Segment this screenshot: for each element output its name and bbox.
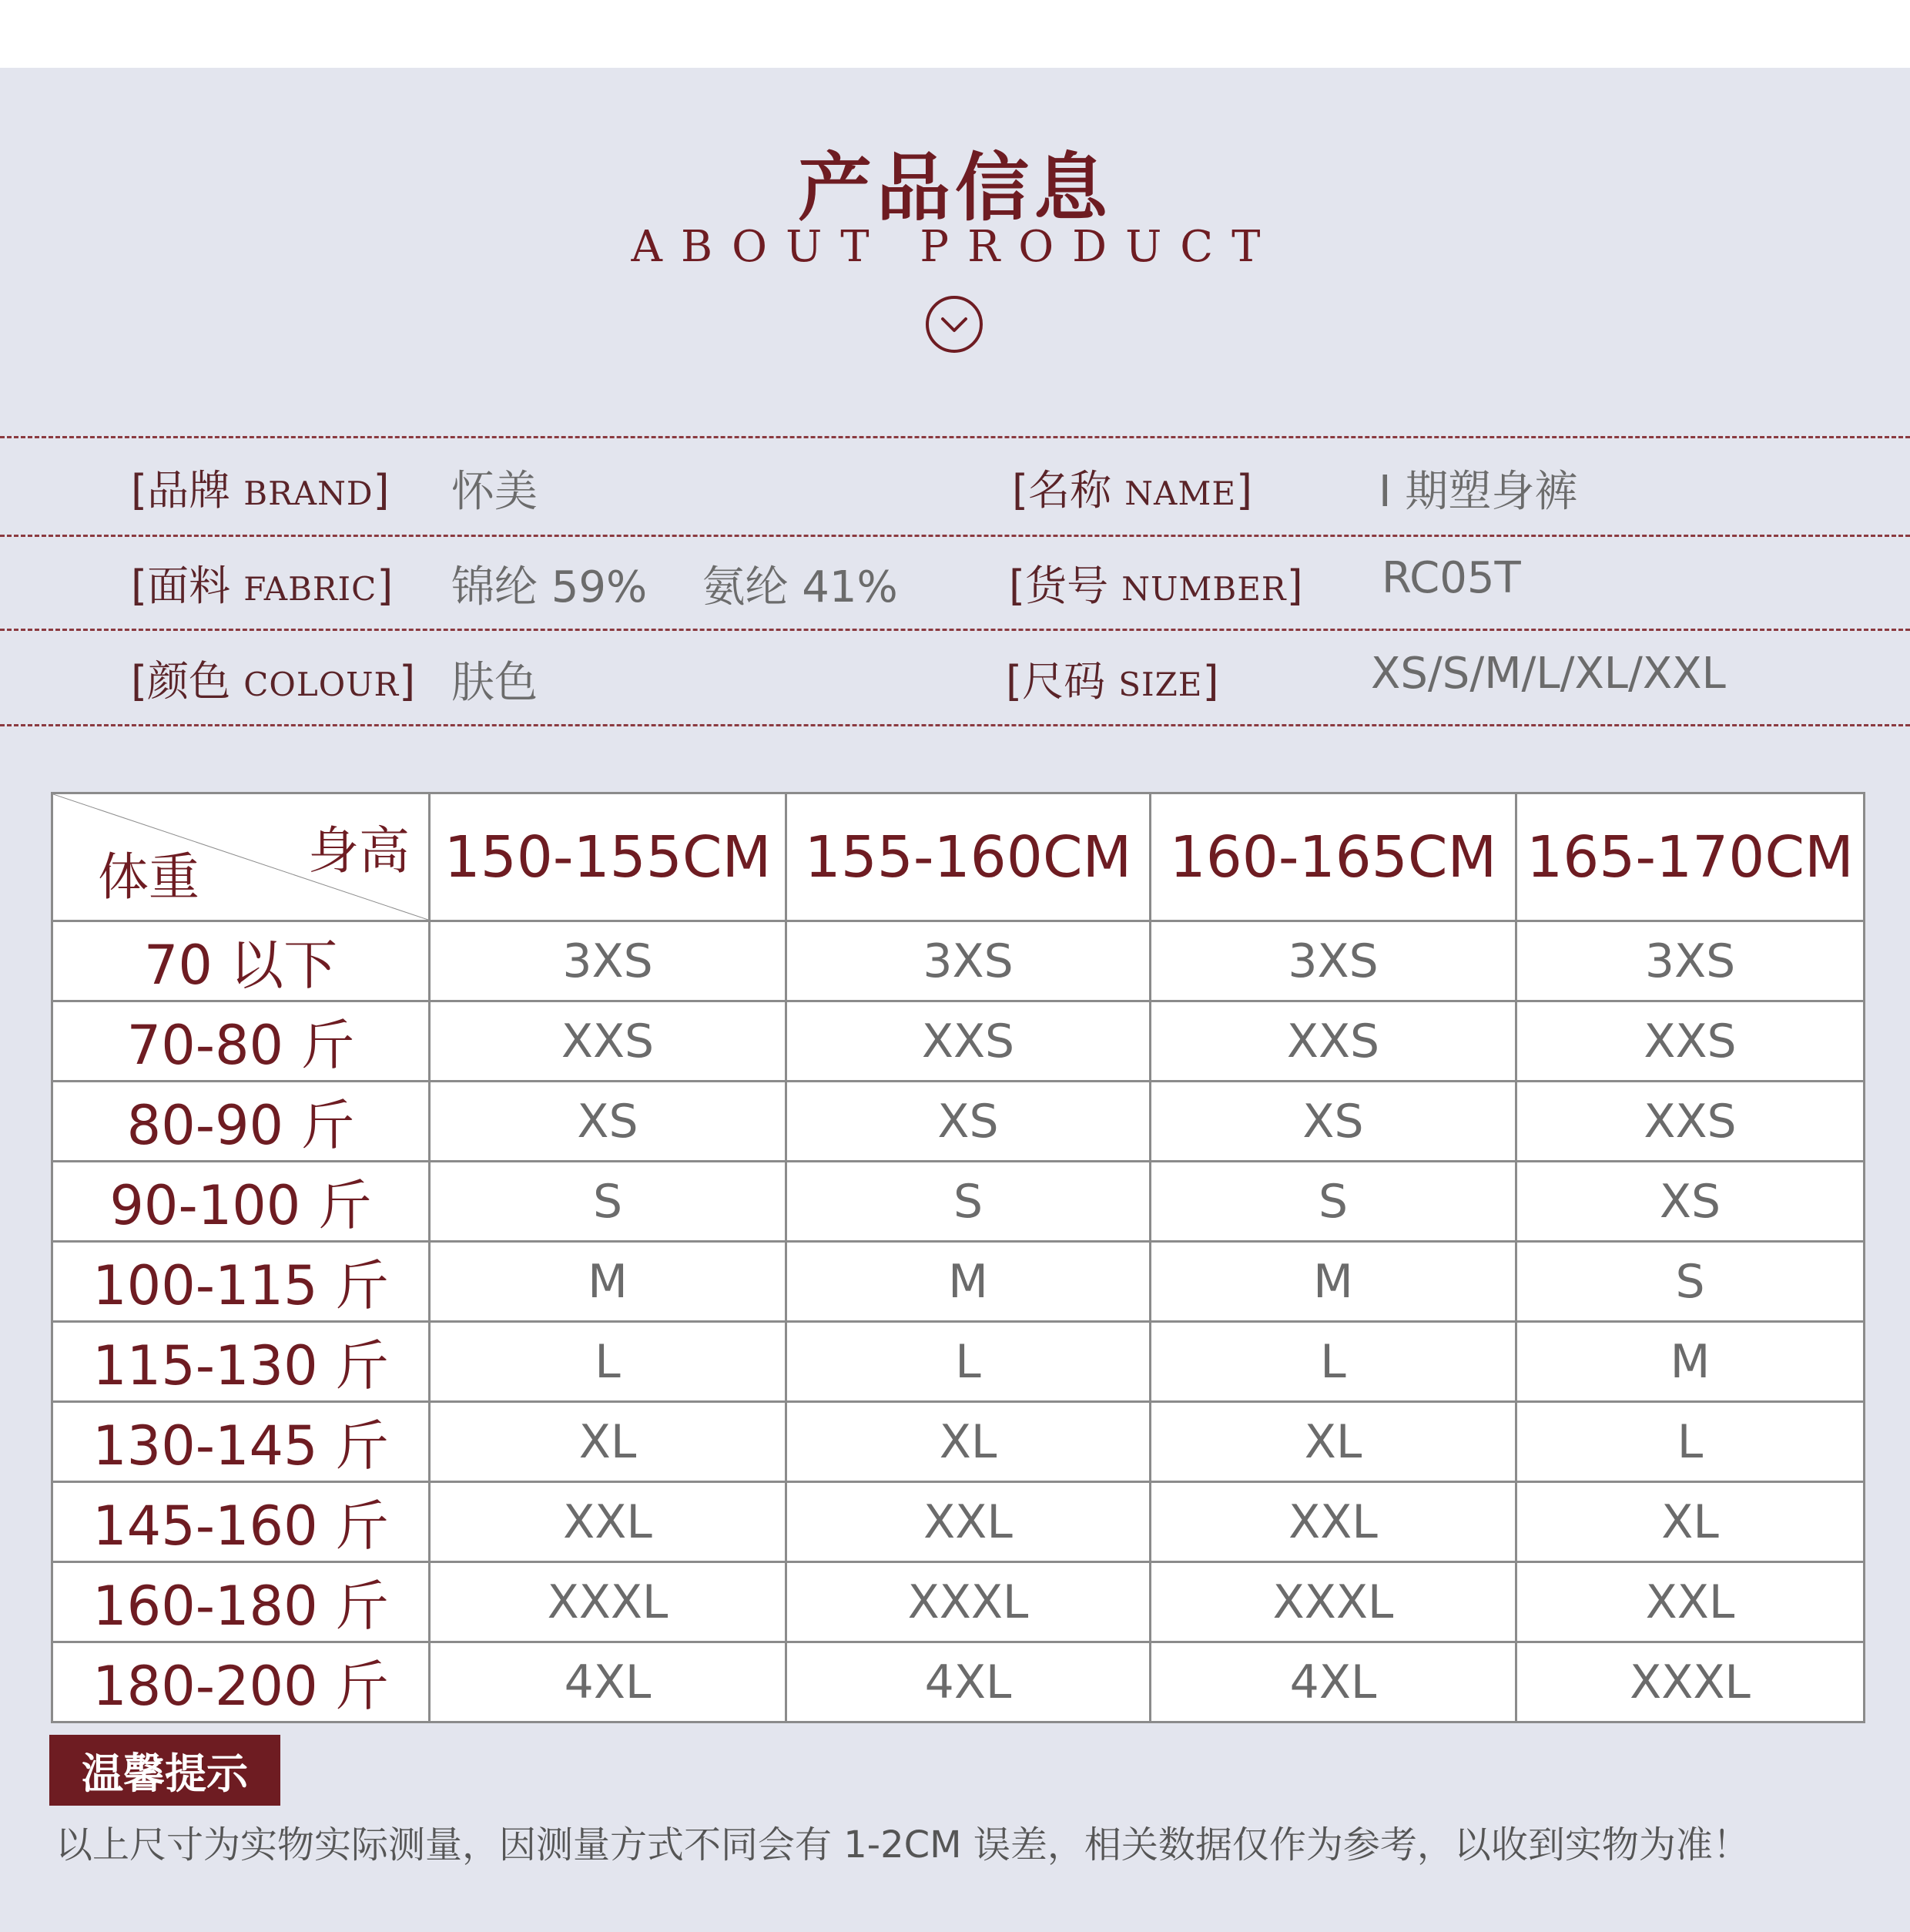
weight-cell: 100-115 斤 [52, 1242, 430, 1322]
size-cell: M [1516, 1322, 1865, 1402]
size-cell: 4XL [430, 1642, 786, 1722]
top-white-band [0, 0, 1910, 68]
size-cell: M [430, 1242, 786, 1322]
size-cell: XXL [430, 1482, 786, 1562]
size-cell: 3XS [430, 921, 786, 1001]
weight-cell: 145-160 斤 [52, 1482, 430, 1562]
size-cell: XXXL [430, 1562, 786, 1642]
height-header: 165-170CM [1516, 793, 1865, 921]
fabric-value: 锦纶 59% 氨纶 41% [451, 562, 898, 612]
size-cell: XXS [430, 1001, 786, 1082]
size-cell: S [1516, 1242, 1865, 1322]
size-cell: L [430, 1322, 786, 1402]
corner-cell [52, 793, 430, 921]
colour-value: 肤色 [451, 658, 538, 708]
fabric-label: [面料 FABRIC] [131, 562, 394, 610]
size-cell: M [1151, 1242, 1516, 1322]
size-cell: S [430, 1162, 786, 1242]
number-value: RC05T [1382, 553, 1521, 603]
number-label: [货号 NUMBER] [1009, 562, 1303, 610]
table-row [52, 1242, 1865, 1322]
size-cell: 4XL [786, 1642, 1151, 1722]
table-row [52, 1642, 1865, 1722]
weight-axis-label: 体重 [98, 847, 199, 907]
size-cell: S [786, 1162, 1151, 1242]
name-label: [名称 NAME] [1012, 466, 1253, 515]
tip-badge: 温馨提示 [49, 1735, 280, 1806]
size-cell: XL [786, 1402, 1151, 1482]
size-cell: XXXL [1516, 1642, 1865, 1722]
size-cell: XXL [786, 1482, 1151, 1562]
weight-cell: 115-130 斤 [52, 1322, 430, 1402]
weight-cell: 80-90 斤 [52, 1082, 430, 1162]
info-row-colour-size [0, 649, 1910, 741]
table-row [52, 1402, 1865, 1482]
table-row [52, 1082, 1865, 1162]
size-cell: S [1151, 1162, 1516, 1242]
size-cell: XS [1151, 1082, 1516, 1162]
height-header: 150-155CM [430, 793, 786, 921]
weight-cell: 70-80 斤 [52, 1001, 430, 1082]
info-divider [0, 436, 1910, 438]
weight-cell: 70 以下 [52, 921, 430, 1001]
table-row [52, 1562, 1865, 1642]
size-cell: 4XL [1151, 1642, 1516, 1722]
weight-cell: 160-180 斤 [52, 1562, 430, 1642]
size-cell: XXS [1151, 1001, 1516, 1082]
height-header: 160-165CM [1151, 793, 1516, 921]
size-chart-table [51, 792, 1865, 1723]
size-cell: XS [786, 1082, 1151, 1162]
tip-text: 以上尺寸为实物实际测量，因测量方式不同会有 1-2CM 误差，相关数据仅作为参考，以收到实物为准！ [55, 1823, 1750, 1867]
size-cell: L [1151, 1322, 1516, 1402]
size-cell: 3XS [786, 921, 1151, 1001]
size-cell: L [1516, 1402, 1865, 1482]
table-row [52, 921, 1865, 1001]
name-value: I 期塑身裤 [1379, 467, 1578, 517]
height-header: 155-160CM [786, 793, 1151, 921]
table-header-row [52, 793, 1865, 921]
size-cell: XXL [1151, 1482, 1516, 1562]
size-cell: XS [430, 1082, 786, 1162]
chevron-down-circle-icon [924, 294, 984, 354]
weight-cell: 90-100 斤 [52, 1162, 430, 1242]
size-cell: 3XS [1516, 921, 1865, 1001]
colour-label: [颜色 COLOUR] [131, 657, 416, 706]
table-row [52, 1482, 1865, 1562]
table-row [52, 1162, 1865, 1242]
section-title-en: ABOUT PRODUCT [631, 222, 1279, 272]
size-value: XS/S/M/L/XL/XXL [1371, 649, 1726, 699]
size-cell: XL [1516, 1482, 1865, 1562]
size-cell: XXS [1516, 1001, 1865, 1082]
section-title-cn: 产品信息 [798, 145, 1112, 231]
size-cell: XXS [1516, 1082, 1865, 1162]
size-cell: M [786, 1242, 1151, 1322]
weight-cell: 180-200 斤 [52, 1642, 430, 1722]
height-axis-label: 身高 [308, 821, 410, 880]
size-cell: XXS [786, 1001, 1151, 1082]
brand-label: [品牌 BRAND] [131, 466, 390, 515]
table-row [52, 1322, 1865, 1402]
size-cell: XXL [1516, 1562, 1865, 1642]
size-cell: XL [430, 1402, 786, 1482]
size-cell: 3XS [1151, 921, 1516, 1001]
info-row-brand-name [0, 458, 1910, 550]
table-row [52, 1001, 1865, 1082]
size-cell: XS [1516, 1162, 1865, 1242]
brand-value: 怀美 [451, 467, 538, 517]
size-cell: XXXL [1151, 1562, 1516, 1642]
size-cell: L [786, 1322, 1151, 1402]
size-label: [尺码 SIZE] [1006, 657, 1219, 706]
size-cell: XL [1151, 1402, 1516, 1482]
size-cell: XXXL [786, 1562, 1151, 1642]
info-row-fabric-number [0, 553, 1910, 646]
weight-cell: 130-145 斤 [52, 1402, 430, 1482]
